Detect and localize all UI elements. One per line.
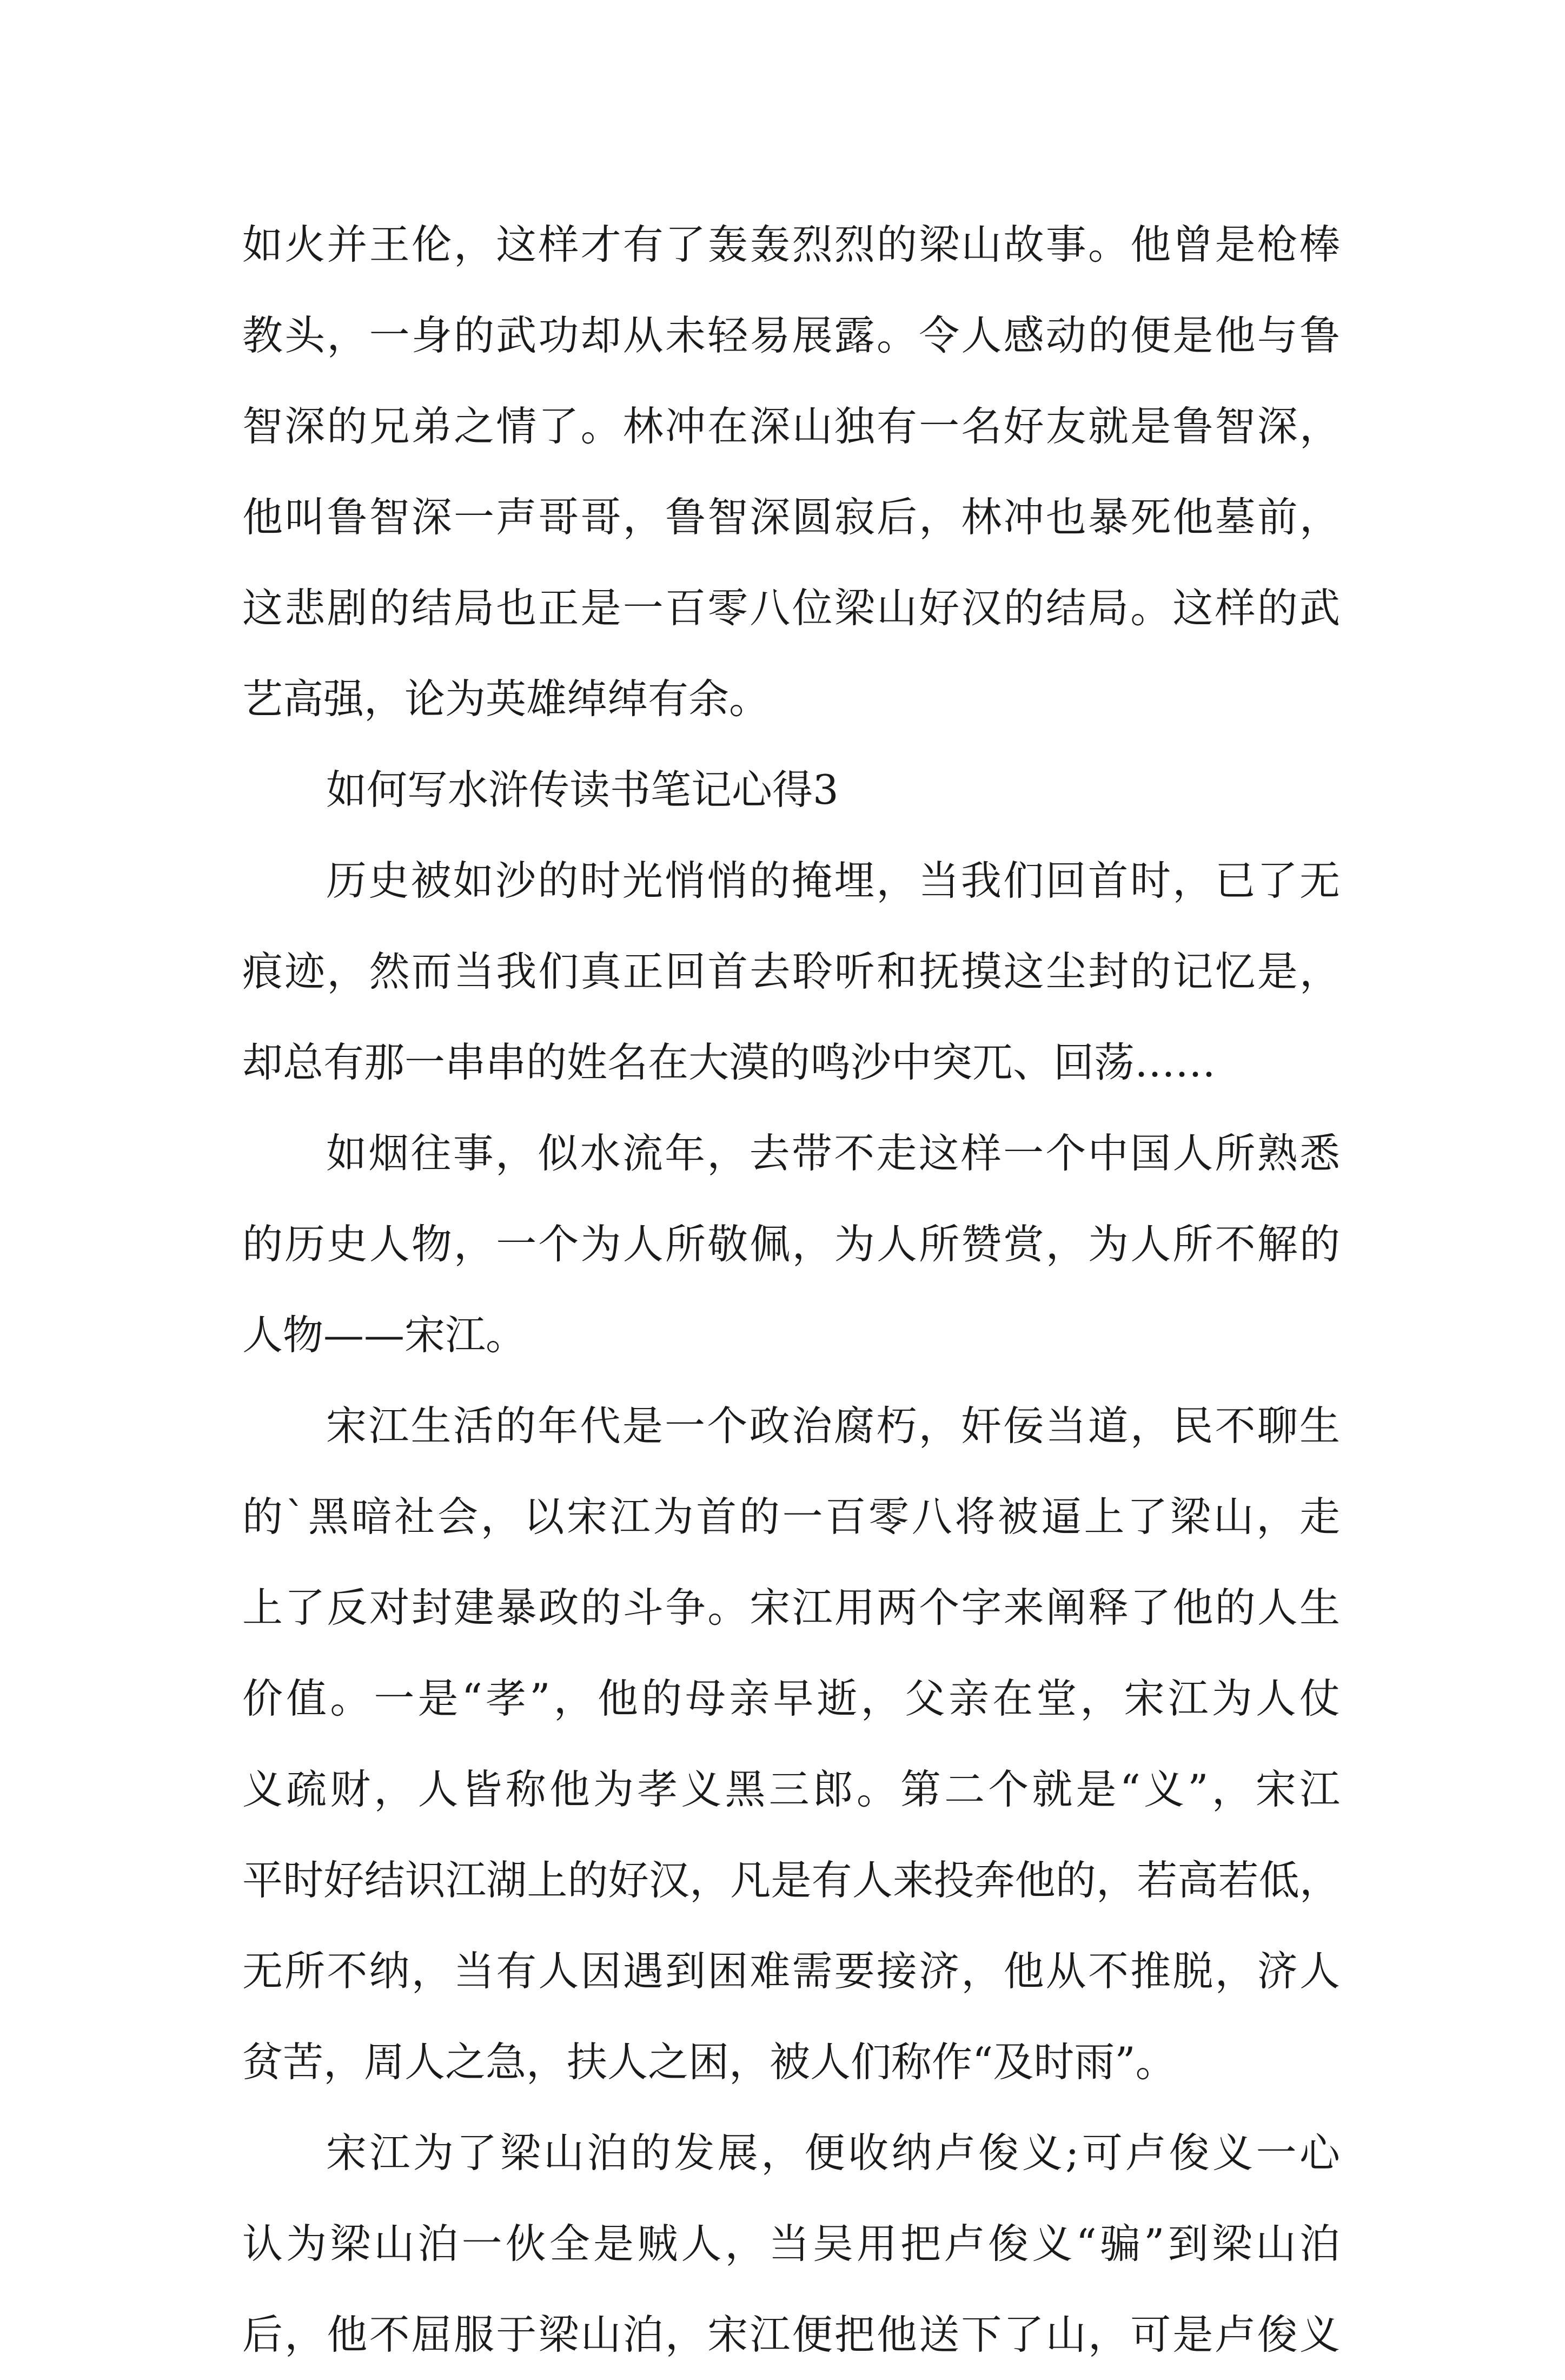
text-line: 的`黑暗社会，以宋江为首的一百零八将被逼上了梁山，走 [242, 1493, 1340, 1541]
text-line: 痕迹，然而当我们真正回首去聆听和抚摸这尘封的记忆是， [242, 948, 1340, 995]
section-heading: 如何写水浒传读书笔记心得3 [326, 766, 839, 814]
text-line: 义疏财，人皆称他为孝义黑三郎。第二个就是“义”，宋江 [242, 1766, 1340, 1813]
text-line: 如火并王伦，这样才有了轰轰烈烈的梁山故事。他曾是枪棒 [242, 221, 1340, 268]
text-line: 人物——宋江。 [242, 1311, 527, 1359]
text-line: 艺高强，论为英雄绰绰有余。 [242, 675, 770, 723]
text-line: 上了反对封建暴政的斗争。宋江用两个字来阐释了他的人生 [242, 1584, 1340, 1631]
text-line: 平时好结识江湖上的好汉，凡是有人来投奔他的，若高若低， [242, 1856, 1340, 1904]
text-line: 这悲剧的结局也正是一百零八位梁山好汉的结局。这样的武 [242, 584, 1340, 632]
text-line: 无所不纳，当有人因遇到困难需要接济，他从不推脱，济人 [242, 1947, 1340, 1995]
text-line: 智深的兄弟之情了。林冲在深山独有一名好友就是鲁智深， [242, 402, 1340, 450]
text-line: 后，他不屈服于梁山泊，宋江便把他送下了山，可是卢俊义 [242, 2311, 1340, 2358]
text-line: 宋江为了梁山泊的发展，便收纳卢俊义;可卢俊义一心 [326, 2129, 1340, 2177]
text-line: 认为梁山泊一伙全是贼人，当吴用把卢俊义“骗”到梁山泊 [242, 2220, 1340, 2267]
text-line: 教头，一身的武功却从未轻易展露。令人感动的便是他与鲁 [242, 312, 1340, 359]
text-line: 价值。一是“孝”，他的母亲早逝，父亲在堂，宋江为人仗 [242, 1675, 1340, 1722]
text-line: 贫苦，周人之急，扶人之困，被人们称作“及时雨”。 [242, 2038, 1176, 2086]
text-line: 却总有那一串串的姓名在大漠的鸣沙中突兀、回荡…… [242, 1039, 1216, 1086]
text-line: 宋江生活的年代是一个政治腐朽，奸佞当道，民不聊生 [326, 1402, 1340, 1450]
text-line: 他叫鲁智深一声哥哥，鲁智深圆寂后，林冲也暴死他墓前， [242, 493, 1340, 541]
text-line: 历史被如沙的时光悄悄的掩埋，当我们回首时，已了无 [326, 857, 1340, 904]
text-line: 如烟往事，似水流年，去带不走这样一个中国人所熟悉 [326, 1129, 1340, 1177]
body-text [242, 199, 1340, 2380]
text-line: 的历史人物，一个为人所敬佩，为人所赞赏，为人所不解的 [242, 1220, 1340, 1268]
